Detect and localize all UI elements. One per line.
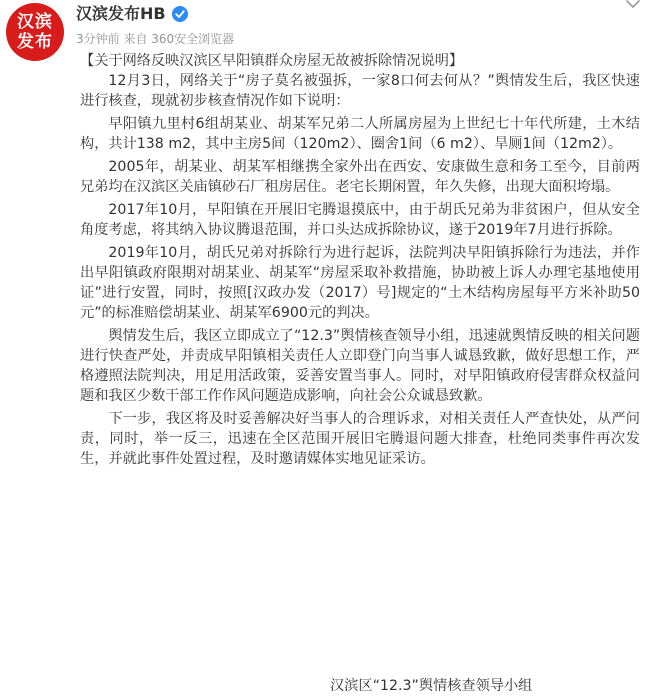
- post-paragraph: 早阳镇九里村6组胡某业、胡某军兄弟二人所属房屋为上世纪七十年代所建，土木结构，共计138 m2，其中主房5间（120m2）、圈舍1间（6 m2）、旱厕1间（12m2）。: [80, 116, 640, 152]
- verified-badge-icon: [172, 6, 188, 22]
- post-paragraph: 舆情发生后，我区立即成立了“12.3”舆情核查领导小组，迅速就舆情反映的相关问题进行快查严处，并责成早阳镇相关责任人立即登门向当事人诚恳致歉，做好思想工作，严格遵照法院判决，用足用活政策，妥善安置当事人。同时，对早阳镇政府侵害群众权益问题和我区少数干部工作作风问题造成影响，向社会公众诚恳致歉。: [80, 328, 640, 404]
- post-title: 【关于网络反映汉滨区早阳镇群众房屋无故被拆除情况说明】: [80, 53, 464, 69]
- chevron-down-icon[interactable]: [624, 0, 642, 12]
- post-body: [80, 51, 640, 469]
- post-meta: 3分钟前 来自 360安全浏览器: [76, 32, 235, 46]
- avatar-text-line1: 汉滨: [17, 12, 53, 32]
- post-header: [0, 0, 657, 56]
- post-paragraph: 12月3日，网络关于“房子莫名被强拆，一家8口何去何从？”舆情发生后，我区快速进行核查，现就初步核查情况作如下说明：: [80, 73, 640, 109]
- post-paragraph: 2017年10月，早阳镇在开展旧宅腾退摸底中，由于胡氏兄弟为非贫困户，但从安全角度考虑，将其纳入协议腾退范围，并口头达成拆除协议，遂于2019年7月进行拆除。: [80, 202, 640, 238]
- post-paragraph: 2005年，胡某业、胡某军相继携全家外出在西安、安康做生意和务工至今，目前两兄弟均在汉滨区关庙镇砂石厂租房居住。老宅长期闲置，年久失修，出现大面积垮塌。: [80, 159, 640, 195]
- avatar-text-line2: 发布: [17, 32, 53, 52]
- post-paragraph: 下一步，我区将及时妥善解决好当事人的合理诉求，对相关责任人严查快处，从严问责，同时，举一反三，迅速在全区范围开展旧宅腾退问题大排查，杜绝同类事件再次发生，并就此事件处置过程，及时邀请媒体实地见证采访。: [80, 411, 640, 467]
- username-link[interactable]: 汉滨发布HB: [76, 4, 166, 23]
- post-signature: 汉滨区“12.3”舆情核查领导小组: [330, 678, 533, 694]
- post-paragraph: 2019年10月，胡氏兄弟对拆除行为进行起诉，法院判决早阳镇拆除行为违法，并作出早阳镇政府限期对胡某业、胡某军“房屋采取补救措施，协助被上诉人办理宅基地使用证”进行安置，同时，按照[汉政办发（2017）号]规定的“土木结构房屋每平方米补助50元”的标准赔偿胡某业、胡某军6900元的判决。: [80, 245, 640, 321]
- avatar[interactable]: [6, 3, 64, 61]
